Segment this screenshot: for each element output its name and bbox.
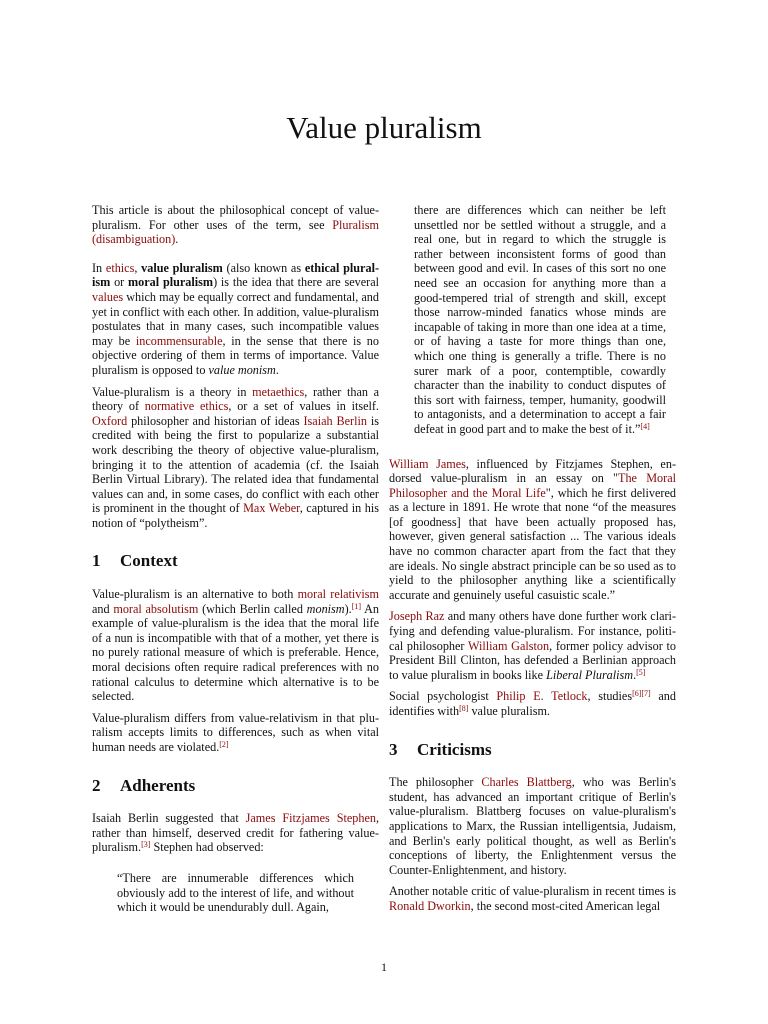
- citation-1[interactable]: [1]: [351, 601, 362, 611]
- criticisms-paragraph-2: Another notable critic of value-pluralism in recent times is Ronald Dworkin, the second most-cited American legal: [389, 884, 676, 913]
- criticisms-paragraph-1: The philosopher Charles Blattberg, who was Berlin's student, has advanced an important critique of Berlin's value-pluralism. Blattberg focuses on value-pluralism's applications to Marx, the Russian intelligentsia, Judaism, and Berlin's early political thought, as well as Berlin's conceptions of liberty, the Enlightenment versus the Counter-Enlightenment, and history.: [389, 775, 676, 877]
- block-quote-continued: there are differences which can neither be left unsettled nor be settled without a struggle, and a real one, but in regard to which the struggle is rather between inconsistent forms of good than between good and evil. In cases of this sort no one need see an occasion for anything more than a good-tempered trial of strength and skill, except those narrow-minded fanatics whose minds are incapable of taking in more than one idea at a time, or of having a taste for more things than one, which one thing is generally a trifle. There is no surer mark of a poor, contemptible, cowardly character than the inability to conduct disputes of this sort with fairness, temper, humanity, goodwill to antagonists, and a determination to accept a fair defeat in good part and to make the best of it.”[4]: [414, 203, 666, 436]
- link-william-galston[interactable]: William Galston: [467, 638, 550, 653]
- link-incommensurable[interactable]: incommensurable: [135, 333, 223, 348]
- link-max-weber[interactable]: Max Weber: [243, 501, 300, 516]
- james-paragraph: William James, influenced by Fitzjames Stephen, endorsed value-pluralism in an essay on "The Moral Philosopher and the Moral Life", which he first delivered as a lecture in 1891. He wrote that none “of the measures [of goodness] that have been actually proposed has, however, given general satisfaction ... The various ideals have no common character apart from the fact that they are ideals. No single abstract principle can be so used as to yield to the philosopher anything like a scientifically accurate and genuinely useful casuistic scale.”: [389, 456, 676, 602]
- citation-8[interactable]: [8]: [459, 704, 469, 713]
- link-pluralism-disambiguation[interactable]: Pluralism (disambiguation): [92, 217, 379, 247]
- link-isaiah-berlin[interactable]: Isaiah Berlin: [303, 413, 367, 428]
- hatnote: This article is about the philosophical concept of value-pluralism. For other uses of the term, see Pluralism (disambiguation).: [92, 203, 379, 247]
- raz-paragraph: Joseph Raz and many others have done further work clarifying and defending value-pluralism. For instance, political philosopher William Galston, former policy advisor to President Bill Clinton, has defended a Berlinian approach to value pluralism in books like Liberal Pluralism.[5]: [389, 609, 676, 682]
- page-title: Value pluralism: [286, 110, 482, 145]
- link-normative-ethics[interactable]: normative ethics: [144, 399, 229, 414]
- link-charles-blattberg[interactable]: Charles Blattberg: [481, 775, 572, 790]
- citation-6-7[interactable]: [6][7]: [632, 689, 651, 699]
- link-oxford[interactable]: Oxford: [92, 413, 128, 428]
- section-heading-criticisms: 3 Criticisms: [389, 739, 492, 759]
- link-moral-philosopher-essay[interactable]: The Moral Philosopher and the Moral Life: [389, 471, 676, 500]
- context-paragraph-1: Value-pluralism is an alternative to both moral relativism and moral absolutism (which Berlin called monism).[1] An example of value-pluralism is the idea that the moral life of a nun is incompatible with that of a mother, yet there is no purely rational measure of which is preferable. Hence, moral decisions often require radical preferences with no rational calculus to determine which alternative is to be selected.: [92, 587, 379, 704]
- link-moral-relativism[interactable]: moral relativism: [297, 587, 379, 602]
- left-column: [92, 203, 379, 922]
- citation-3[interactable]: [3]: [141, 840, 151, 850]
- link-james-fitzjames-stephen[interactable]: James Fitzjames Stephen: [245, 811, 376, 826]
- link-moral-absolutism[interactable]: moral absolutism: [113, 601, 199, 616]
- link-joseph-raz[interactable]: Joseph Raz: [389, 609, 445, 624]
- right-column: [389, 203, 676, 921]
- section-heading-adherents: 2 Adherents: [92, 775, 196, 795]
- block-quote-start: “There are innumerable differences which obviously add to the interest of life, and without which it would be unendurably dull. Again,: [117, 870, 354, 915]
- citation-4[interactable]: [4]: [640, 421, 650, 431]
- context-paragraph-2: Value-pluralism differs from value-relativism in that pluralism accepts limits to differences, such as when vital human needs are violated.[2]: [92, 710, 379, 754]
- link-philip-tetlock[interactable]: Philip E. Tetlock: [496, 689, 588, 704]
- metaethics-paragraph: Value-pluralism is a theory in metaethics, rather than a theory of normative ethics, or a set of values in itself. Oxford philosopher and historian of ideas Isaiah Berlin is credited with being the first to popularize a substantial work describing the theory of objective value-pluralism, bringing it to the attention of academia (cf. the Isaiah Berlin Virtual Library). The related idea that fundamental values can and, in some cases, do conflict with each other is prominent in the thought of Max Weber, captured in his notion of “polytheism”.: [92, 384, 380, 530]
- citation-5[interactable]: [5]: [636, 667, 646, 677]
- tetlock-paragraph: Social psychologist Philip E. Tetlock, studies[6][7] and identifies with[8] value pluralism.: [389, 689, 676, 718]
- link-ethics[interactable]: ethics: [105, 260, 135, 275]
- link-metaethics[interactable]: metaethics: [252, 384, 305, 399]
- citation-2[interactable]: [2]: [219, 740, 229, 749]
- adherents-paragraph: Isaiah Berlin suggested that James Fitzjames Stephen, rather than himself, deserved credit for fathering value-pluralism.[3] Stephen had observed:: [92, 811, 380, 855]
- section-heading-context: 1 Context: [92, 551, 178, 571]
- link-ronald-dworkin[interactable]: Ronald Dworkin: [389, 898, 471, 913]
- page-number: 1: [381, 960, 387, 974]
- intro-paragraph: In ethics, value pluralism (also known as ethical pluralism or moral pluralism) is the idea that there are several values which may be equally correct and fundamental, and yet in conflict with each other. In addition, value-pluralism postulates that in many cases, such incompatible values may be incommensurable, in the sense that there is no objective ordering of them in terms of importance. Value pluralism is opposed to value monism.: [92, 260, 380, 377]
- link-william-james[interactable]: William James: [389, 456, 466, 471]
- link-values[interactable]: values: [92, 289, 124, 304]
